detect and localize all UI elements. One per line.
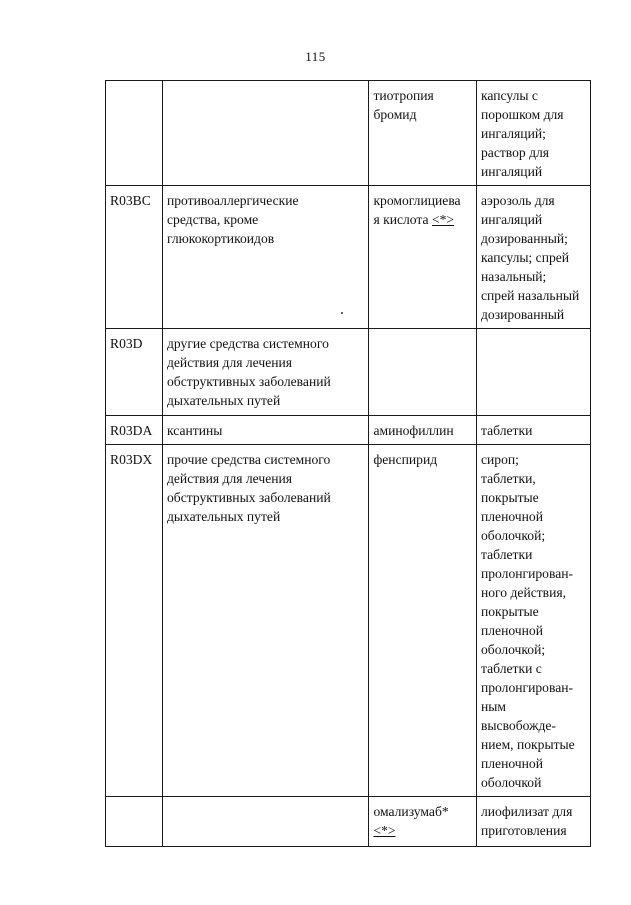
drug-name-cell <box>369 329 477 416</box>
dosage-form-line: нием, покрытые <box>480 737 575 752</box>
dosage-form-line: порошком для <box>480 107 564 122</box>
dosage-form-cell <box>476 329 590 416</box>
drug-name-line: аминофиллин <box>373 423 454 438</box>
drug-name-line: тиотропия <box>373 88 434 103</box>
dosage-form-line: ингаляций <box>480 164 543 179</box>
dosage-form-line: аэрозоль для <box>480 193 555 208</box>
dosage-form-line: покрытые <box>480 604 539 619</box>
drug-name-cell <box>369 797 477 847</box>
dosage-form-line: дозированный; <box>480 231 568 246</box>
dosage-form-line: пролонгирован- <box>480 566 574 581</box>
group-name-cell <box>162 797 368 847</box>
group-name-line: обструктивных заболеваний <box>166 490 331 505</box>
table-row <box>106 186 591 329</box>
dosage-form-line: назальный; <box>480 269 547 284</box>
group-name-cell <box>162 445 368 797</box>
drug-name-cell <box>369 186 477 329</box>
dosage-form-cell <box>476 416 590 445</box>
atc-code-cell <box>106 797 163 847</box>
dosage-form-line: высвобожде- <box>480 718 556 733</box>
dosage-form-cell <box>476 81 590 186</box>
table-body <box>106 81 591 847</box>
dosage-form-line: лиофилизат для <box>480 804 573 819</box>
footnote-reference: <*> <box>431 212 455 227</box>
atc-code-cell: R03DA <box>106 416 163 445</box>
dosage-form-line: дозированный <box>480 307 565 322</box>
group-name-cell <box>162 329 368 416</box>
dosage-form-line: сироп; <box>480 452 519 467</box>
dosage-form-line: ного действия, <box>480 585 567 600</box>
dosage-form-line: спрей назальный <box>480 288 580 303</box>
drug-name-cell <box>369 81 477 186</box>
dosage-form-line: пролонгирован- <box>480 680 574 695</box>
drug-name-line: омализумаб* <box>373 804 449 819</box>
dosage-form-cell <box>476 445 590 797</box>
dosage-form-line: ным <box>480 699 506 714</box>
dosage-form-line: раствор для <box>480 145 550 160</box>
dosage-form-line: таблетки с <box>480 661 542 676</box>
dosage-form-line: покрытые <box>480 490 539 505</box>
atc-code-cell: R03D <box>106 329 163 416</box>
group-name-line: дыхательных путей <box>166 509 281 524</box>
drug-name-line: бромид <box>373 107 417 122</box>
drug-name-line: я кислота <box>373 212 429 227</box>
dosage-form-line: оболочкой; <box>480 528 546 543</box>
dosage-form-line: оболочкой <box>480 775 542 790</box>
table-row <box>106 329 591 416</box>
drug-name-cell <box>369 416 477 445</box>
group-name-line: глюкокортикоидов <box>166 231 275 246</box>
group-name-cell <box>162 81 368 186</box>
group-name-cell <box>162 186 368 329</box>
footnote-reference: <*> <box>373 823 396 838</box>
drug-table <box>105 80 591 847</box>
scan-speck <box>341 312 343 314</box>
dosage-form-line: пленочной <box>480 509 543 524</box>
dosage-form-line: ингаляций <box>480 212 543 227</box>
group-name-line: другие средства системного <box>166 336 329 351</box>
dosage-form-line: ингаляций; <box>480 126 546 141</box>
group-name-line: обструктивных заболеваний <box>166 374 331 389</box>
group-name-line: дыхательных путей <box>166 393 281 408</box>
dosage-form-line: капсулы с <box>480 88 538 103</box>
group-name-line: действия для лечения <box>166 355 293 370</box>
group-name-cell <box>162 416 368 445</box>
page-number: 115 <box>305 49 326 64</box>
dosage-form-cell <box>476 186 590 329</box>
dosage-form-line: пленочной <box>480 623 543 638</box>
dosage-form-line: капсулы; спрей <box>480 250 570 265</box>
atc-code-cell: R03DX <box>106 445 163 797</box>
atc-code-cell <box>106 81 163 186</box>
group-name-line: действия для лечения <box>166 471 293 486</box>
dosage-form-line: пленочной <box>480 756 543 771</box>
drug-name-line: кромоглициева <box>373 193 461 208</box>
group-name-line: противоаллергические <box>166 193 299 208</box>
atc-code-cell: R03BC <box>106 186 163 329</box>
dosage-form-line: приготовления <box>480 823 567 838</box>
dosage-form-cell <box>476 797 590 847</box>
drug-name-line: фенспирид <box>373 452 438 467</box>
table-row <box>106 797 591 847</box>
table-row <box>106 81 591 186</box>
group-name-line: средства, кроме <box>166 212 259 227</box>
table-row <box>106 445 591 797</box>
dosage-form-line: таблетки <box>480 547 533 562</box>
dosage-form-line: таблетки <box>480 423 533 438</box>
group-name-line: ксантины <box>166 423 223 438</box>
dosage-form-line: оболочкой; <box>480 642 546 657</box>
dosage-form-line: таблетки, <box>480 471 536 486</box>
table-row <box>106 416 591 445</box>
group-name-line: прочие средства системного <box>166 452 331 467</box>
drug-name-cell <box>369 445 477 797</box>
